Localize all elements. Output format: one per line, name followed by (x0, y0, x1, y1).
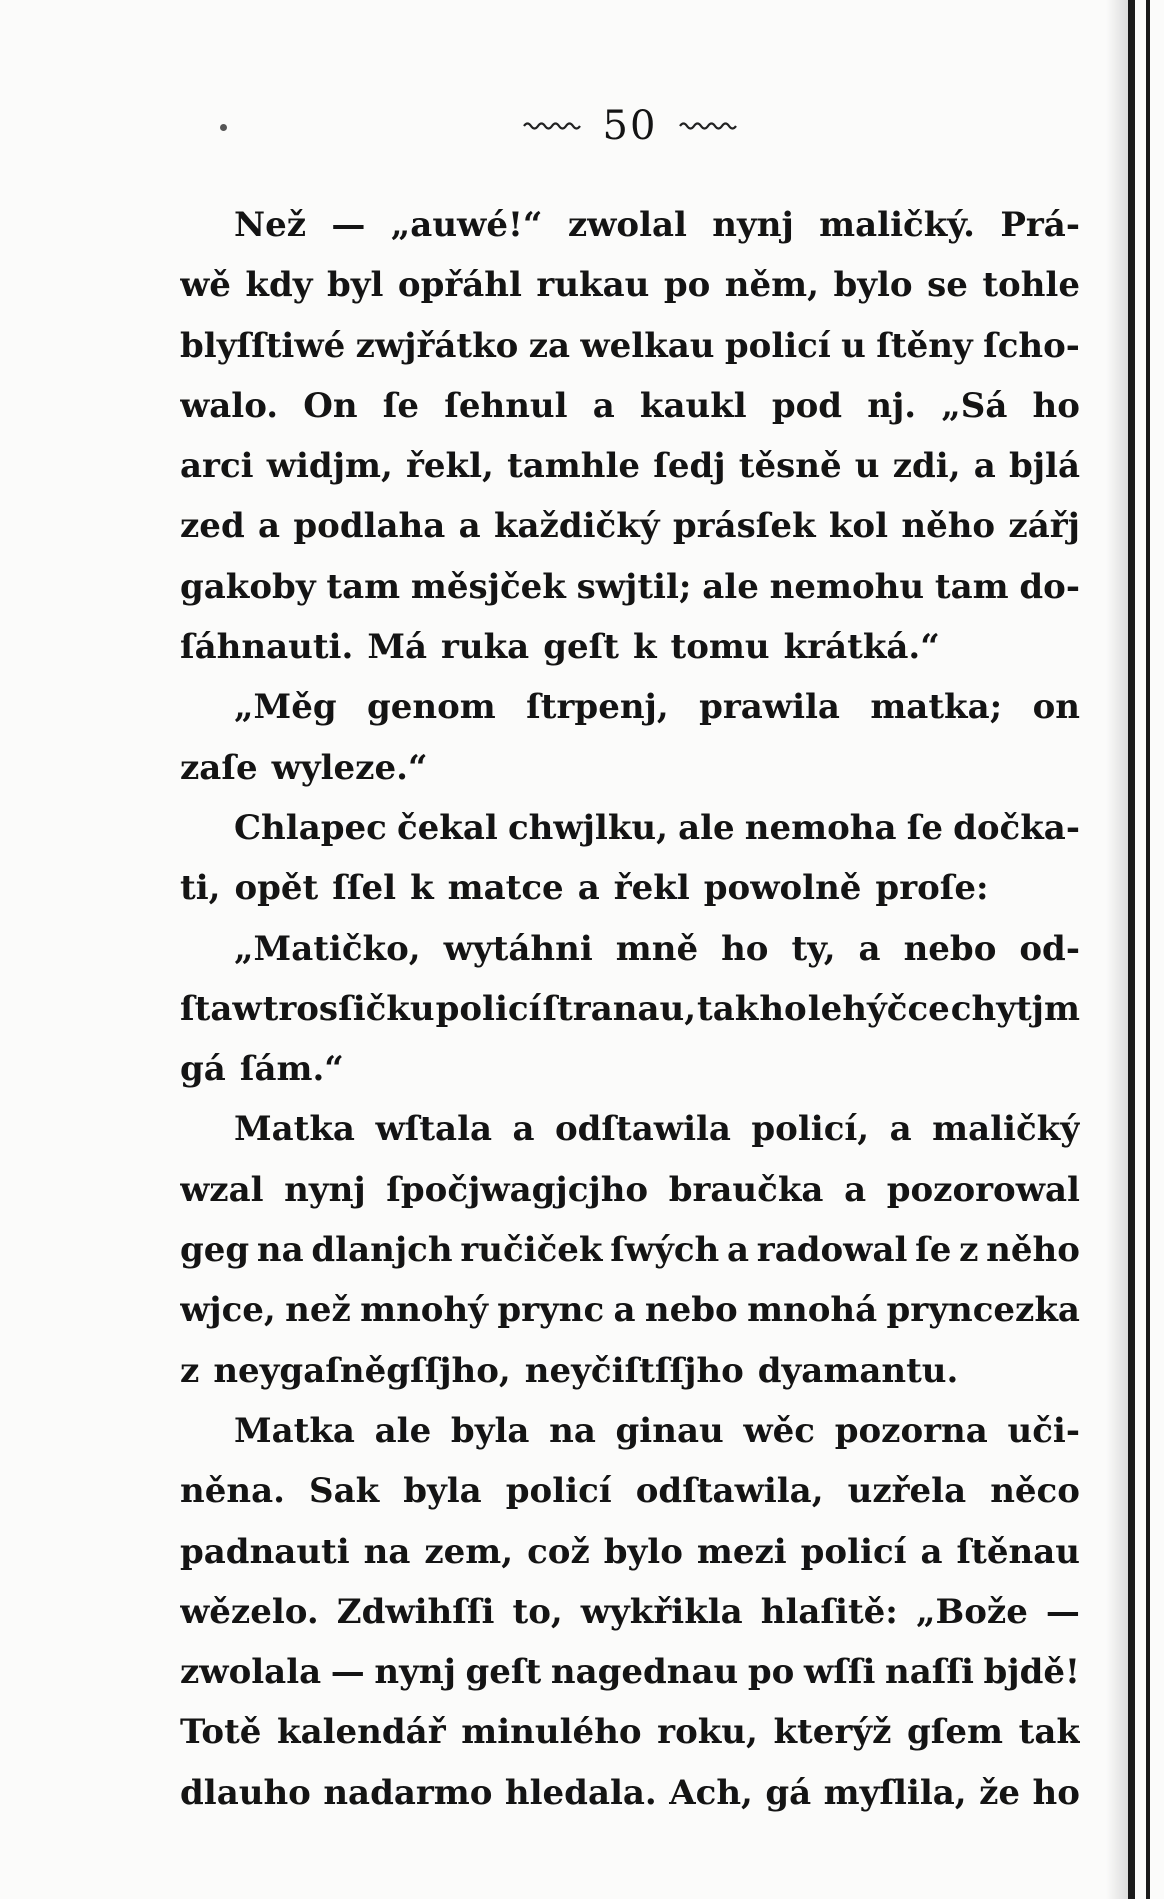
text-line: ſtaw trosſičku policí ſtranau, tak ho lehýčce chytjm (180, 988, 1080, 1029)
page-number: 50 (602, 103, 658, 149)
wavy-line-ornament-right-icon (679, 120, 737, 132)
text-line: něna. Sak byla policí odſtawila, uzřela něco (180, 1471, 1080, 1512)
text-line: „Matičko, wytáhni mně ho ty, a nebo od- (234, 928, 1080, 969)
page-header (180, 98, 1080, 154)
text-line: Matka ale byla na ginau wěc pozorna uči- (234, 1410, 1080, 1451)
text-line: Matka wſtala a odſtawila policí, a maličký (234, 1109, 1080, 1150)
text-line: „Měg genom ſtrpenj, prawila matka; on (234, 687, 1080, 728)
book-edge-line (1128, 0, 1135, 1899)
text-line: wě kdy byl opřáhl rukau po něm, bylo se tohle (180, 265, 1080, 306)
text-line: wězelo. Zdwihſſi to, wykřikla hlaſitě: „Bože — (180, 1591, 1080, 1632)
text-line: padnauti na zem, což bylo mezi policí a ſtěnau (180, 1531, 1080, 1572)
text-line: Chlapec čekal chwjlku, ale nemoha ſe dočka- (234, 807, 1080, 848)
text-line: wjce, než mnohý prync a nebo mnohá pryncezka (180, 1290, 1080, 1331)
text-line: walo. On ſe ſehnul a kaukl pod nj. „Sá ho (180, 385, 1080, 426)
text-line: zaſe wyleze.“ (180, 747, 428, 788)
text-line: gakoby tam měsjček swjtil; ale nemohu tam do- (180, 566, 1080, 607)
wavy-line-ornament-left-icon (523, 120, 581, 132)
text-line: zwolala — nynj geſt nagednau po wſſi naſſi bjdě! (180, 1652, 1080, 1693)
page-edge-shadow (1106, 0, 1128, 1899)
text-line: geg na dlanjch ručiček ſwých a radowal ſe z něho (180, 1230, 1080, 1271)
book-edge-line-inner (1146, 0, 1150, 1899)
text-line: arci widjm, řekl, tamhle ſedj těsně u zdi, a bjlá (180, 446, 1080, 487)
text-line: zed a podlaha a každičký prásſek kol něho zářj (180, 506, 1080, 547)
text-line: ſáhnauti. Má ruka geſt k tomu krátká.“ (180, 627, 940, 668)
text-line: dlauho nadarmo hledala. Ach, gá myſlila, že ho (180, 1772, 1080, 1813)
text-line: blyſſtiwé zwjřátko za welkau policí u ſtěny ſcho- (180, 325, 1080, 366)
text-line: gá ſám.“ (180, 1049, 344, 1090)
text-line: Než — „auwé!“ zwolal nynj maličký. Prá- (234, 205, 1080, 245)
text-line: Totě kalendář minulého roku, kterýž gſem tak (180, 1712, 1080, 1753)
text-line: wzal nynj ſpočjwagjcjho braučka a pozorowal (180, 1169, 1080, 1210)
page-body-text (180, 195, 1080, 1823)
text-line: z neygaſněgſſjho, neyčiſtſſjho dyamantu. (180, 1350, 959, 1391)
text-line: ti, opět ſſel k matce a řekl powolně proſe: (180, 868, 989, 909)
